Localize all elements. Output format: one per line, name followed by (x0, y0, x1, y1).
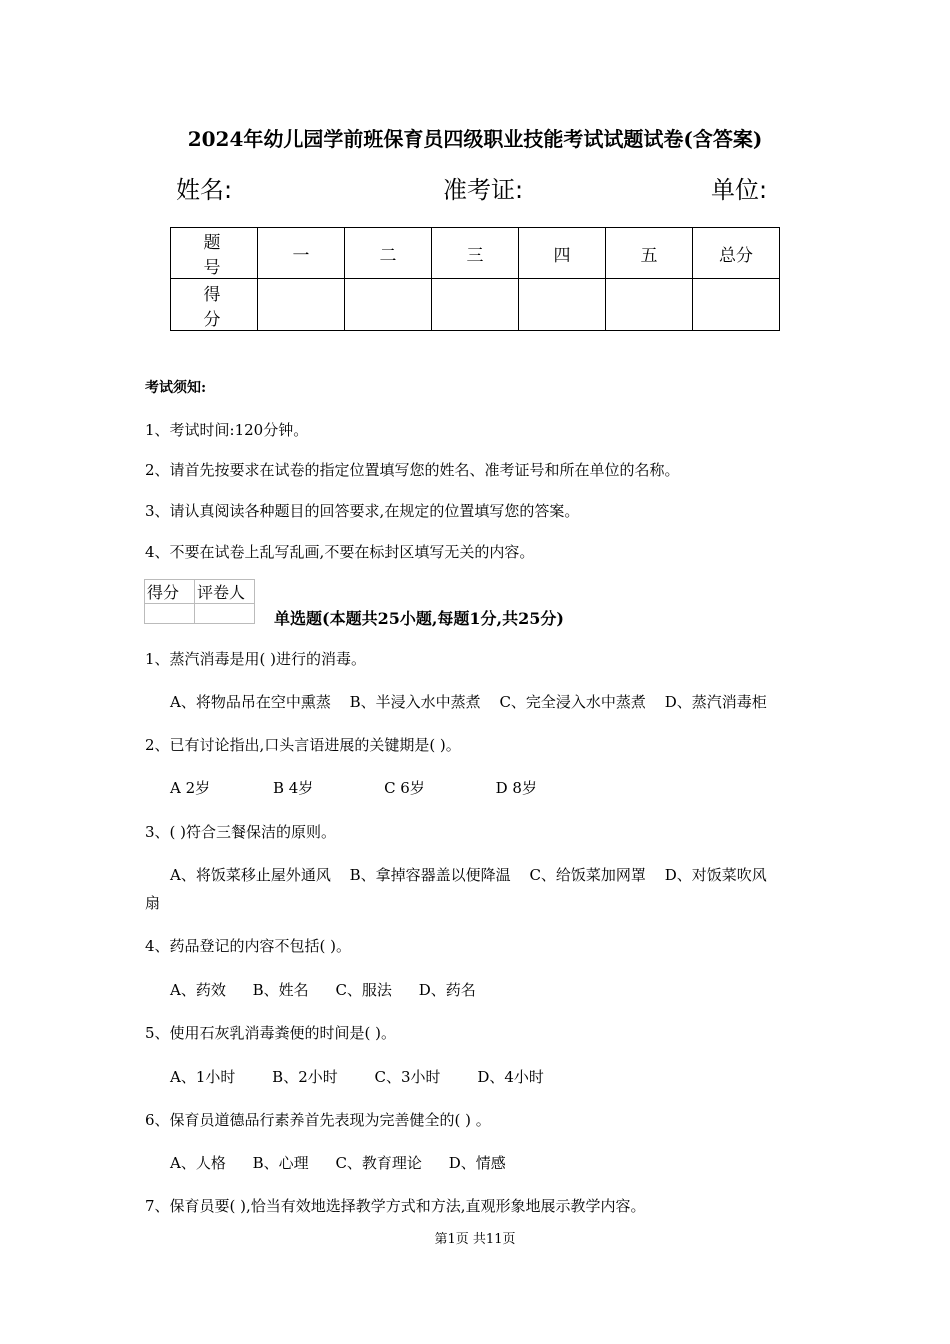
score-table-header-cell: 三 (432, 228, 519, 279)
score-table (170, 227, 780, 331)
option: C、服法 (335, 981, 392, 999)
grader-name-label: 评卷人 (195, 580, 255, 604)
grader-name-cell[interactable] (195, 604, 255, 624)
score-cell[interactable] (519, 279, 606, 331)
option: A、将饭菜移止屋外通风 (170, 866, 331, 884)
question-options (170, 864, 767, 885)
notice-item: 2、请首先按要求在试卷的指定位置填写您的姓名、准考证号和所在单位的名称。 (145, 461, 680, 479)
grader-box (144, 579, 255, 624)
option: A、将物品吊在空中熏蒸 (170, 693, 331, 711)
section-title: 单选题(本题共25小题,每题1分,共25分) (274, 609, 564, 628)
question-text: 2、已有讨论指出,口头言语进展的关键期是( )。 (145, 736, 461, 754)
page-footer: 第1页 共11页 (434, 1232, 516, 1247)
notice-item: 3、请认真阅读各种题目的回答要求,在规定的位置填写您的答案。 (145, 502, 580, 520)
option: B、拿掉容器盖以便降温 (349, 866, 511, 884)
option: A、药效 (170, 981, 226, 999)
question-text: 5、使用石灰乳消毒粪便的时间是( )。 (145, 1024, 397, 1042)
question-options (170, 691, 767, 712)
option: B 4岁 (272, 779, 314, 797)
option: C、完全浸入水中蒸煮 (499, 693, 646, 711)
question-options (170, 777, 537, 798)
option: C、教育理论 (335, 1154, 422, 1172)
score-table-score-row (171, 279, 780, 331)
question-text: 3、( )符合三餐保洁的原则。 (145, 823, 337, 841)
page-title: 2024年幼儿园学前班保育员四级职业技能考试试题试卷(含答案) (187, 127, 763, 151)
option: D、对饭菜吹风 (664, 866, 767, 884)
option: B、姓名 (252, 981, 309, 999)
question-text: 7、保育员要( ),恰当有效地选择教学方式和方法,直观形象地展示教学内容。 (145, 1197, 646, 1215)
grader-score-cell[interactable] (145, 604, 195, 624)
score-table-header-cell: 四 (519, 228, 606, 279)
score-cell[interactable] (345, 279, 432, 331)
option: D、4小时 (477, 1068, 544, 1086)
unit-field-label: 单位: (711, 176, 768, 204)
option: A 2岁 (170, 779, 211, 797)
notice-title: 考试须知: (145, 380, 207, 396)
option: B、2小时 (272, 1068, 338, 1086)
question-text: 4、药品登记的内容不包括( )。 (145, 937, 352, 955)
option: D、蒸汽消毒柜 (664, 693, 767, 711)
score-table-header-cell: 题 号 (171, 228, 258, 279)
score-table-header-cell: 二 (345, 228, 432, 279)
option: C、3小时 (374, 1068, 441, 1086)
option: D、情感 (448, 1154, 506, 1172)
notice-item: 1、考试时间:120分钟。 (145, 421, 309, 439)
option: C、给饭菜加网罩 (529, 866, 646, 884)
grader-score-label: 得分 (145, 580, 195, 604)
question-options (170, 979, 476, 1000)
score-table-header-cell: 一 (258, 228, 345, 279)
option: B、心理 (252, 1154, 309, 1172)
notice-item: 4、不要在试卷上乱写乱画,不要在标封区填写无关的内容。 (145, 543, 535, 561)
question-text: 1、蒸汽消毒是用( )进行的消毒。 (145, 650, 367, 668)
score-cell[interactable] (693, 279, 780, 331)
exam-number-field-label: 准考证: (443, 176, 524, 204)
score-table-header-cell: 总分 (693, 228, 780, 279)
option-wrap: 扇 (145, 894, 161, 912)
score-cell[interactable] (606, 279, 693, 331)
name-field-label: 姓名: (176, 176, 233, 204)
option: C 6岁 (384, 779, 425, 797)
option: A、1小时 (170, 1068, 236, 1086)
score-table-header-row (171, 228, 780, 279)
option: A、人格 (170, 1154, 226, 1172)
option: D 8岁 (495, 779, 537, 797)
question-options (170, 1066, 544, 1087)
score-cell[interactable] (432, 279, 519, 331)
question-text: 6、保育员道德品行素养首先表现为完善健全的( ) 。 (145, 1111, 491, 1129)
option: D、药名 (418, 981, 476, 999)
option: B、半浸入水中蒸煮 (349, 693, 481, 711)
score-cell[interactable] (258, 279, 345, 331)
score-table-header-cell: 五 (606, 228, 693, 279)
score-row-label: 得 分 (171, 279, 258, 331)
question-options (170, 1152, 506, 1173)
